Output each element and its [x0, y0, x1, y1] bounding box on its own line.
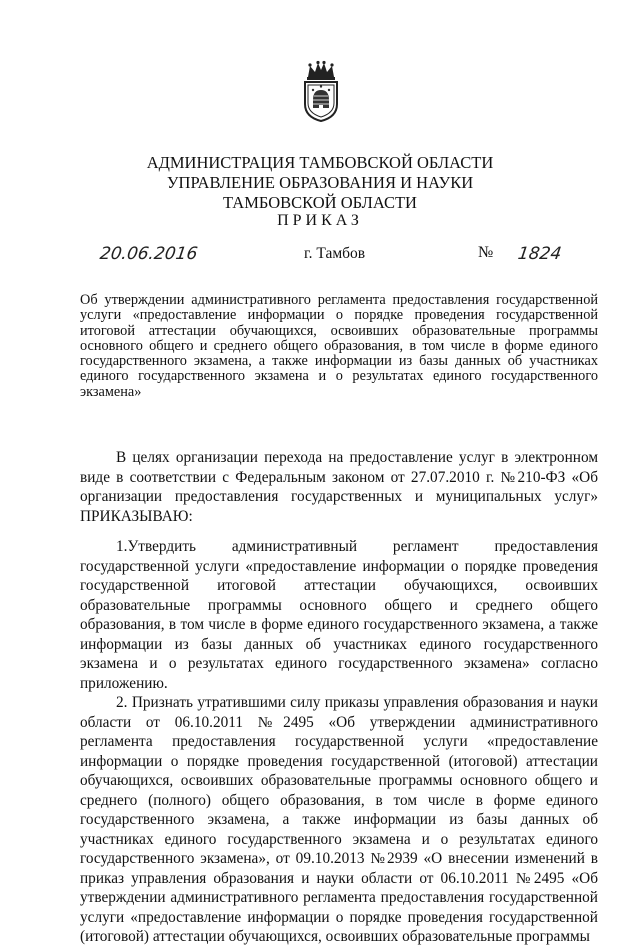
order-date: 20.06.2016: [98, 244, 199, 264]
order-title: Об утверждении административного регламента предоставления государственной услуги «предоставление информации о порядке проведения государственной итоговой аттестации обучающихся, освоивших образовательные программы основного общего и среднего общего образования, в том числе в форме единого государственного экзамена, а также информации из базы данных об участниках единого государственного экзамена и о результатах единого государственного экзамена»: [80, 292, 598, 400]
item-2-paragraph: 2. Признать утратившими силу приказы управления образования и науки области от 06.10.2011 №2495 «Об утверждении административного регламента предоставления государственной услуги «предоставление информации о порядке проведения государственной (итоговой) аттестации обучающихся, освоивших образовательные программы основного общего и среднего (полного) общего образования, в том числе в форме единого государственного экзамена, а также информации из базы данных об участниках единого государственного экзамена и о результатах единого государственного экзамена», от 09.10.2013 №2939 «О внесении изменений в приказ управления образования и науки области от 06.10.2011 №2495 «Об утверждении административного регламента предоставления государственной услуги «предоставление информации о порядке проведения государственной (итоговой) аттестации обучающихся, освоивших образовательные программы: [80, 694, 598, 945]
header-line-2: УПРАВЛЕНИЕ ОБРАЗОВАНИЯ И НАУКИ: [166, 173, 474, 192]
coat-of-arms-icon: [300, 60, 342, 122]
order-number: 1824: [516, 244, 563, 264]
preamble-paragraph: В целях организации перехода на предоставление услуг в электронном виде в соответствии с Федеральным законом от 27.07.2010 г. №210-ФЗ «Об организации предоставления государственных и муниципальных услуг» ПРИКАЗЫВАЮ:: [80, 449, 598, 525]
header-line-1: АДМИНИСТРАЦИЯ ТАМБОВСКОЙ ОБЛАСТИ: [146, 153, 494, 172]
number-label: №: [478, 244, 494, 261]
doc-type: ПРИКАЗ: [277, 212, 363, 229]
order-city: г. Тамбов: [304, 245, 366, 262]
header-line-3: ТАМБОВСКОЙ ОБЛАСТИ: [223, 193, 417, 212]
item-1-paragraph: 1.Утвердить административный регламент предоставления государственной услуги «предоставление информации о порядке проведения государственной итоговой аттестации обучающихся, освоивших образовательные программы основного общего и среднего общего образования, в том числе в форме единого государственного экзамена, а также информации из базы данных об участниках единого государственного экзамена и о результатах единого государственного экзамена» согласно приложению.: [80, 538, 598, 692]
order-body: [80, 448, 598, 947]
